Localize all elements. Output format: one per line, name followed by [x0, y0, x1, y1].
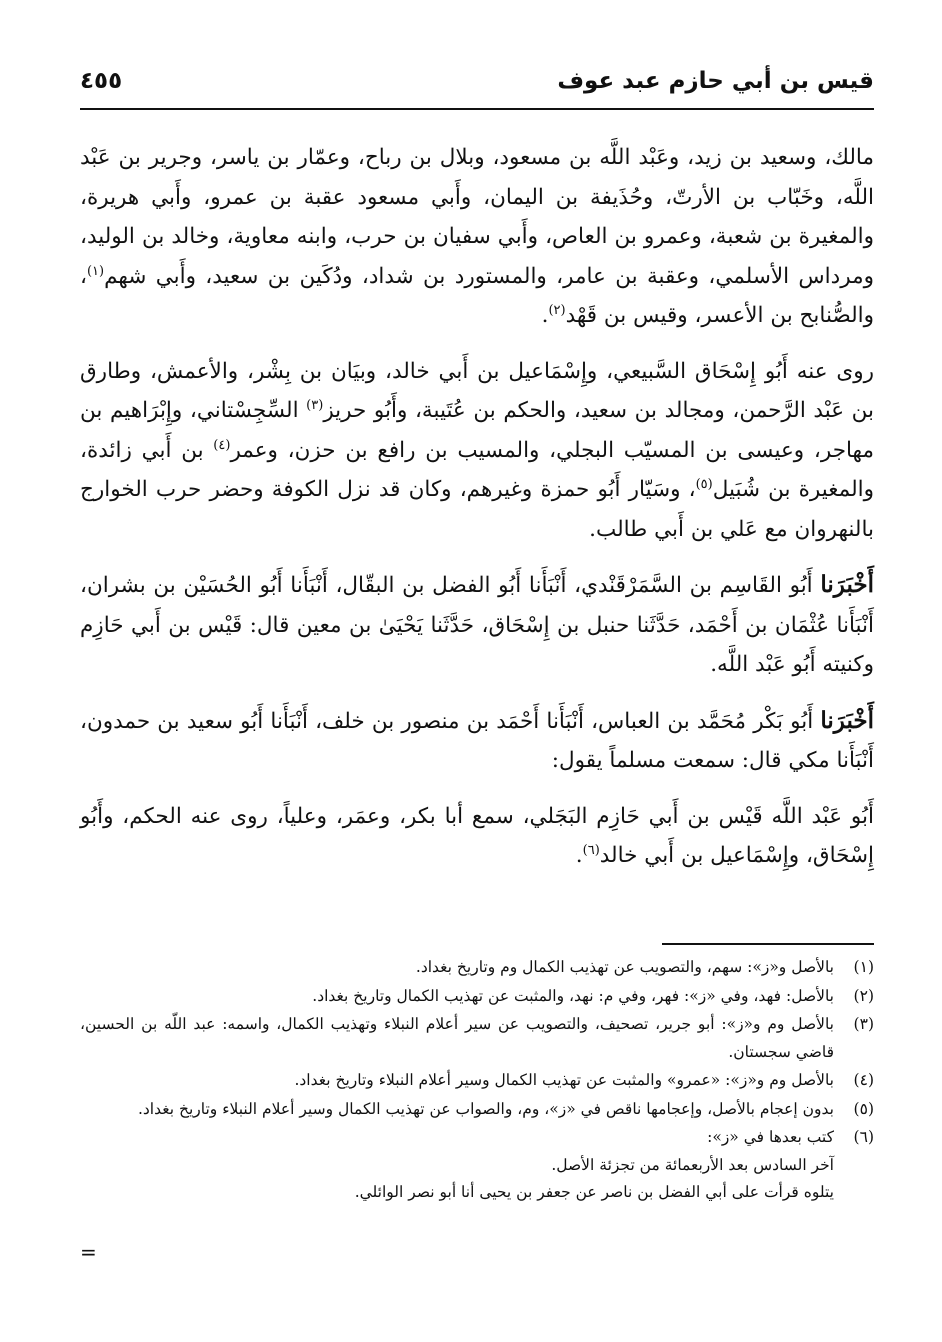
- paragraph-text: السِّجِسْتاني، وإِبْرَاهيم بن مهاجر، وعيسى بن المسيّب البجلي، والمسيب بن رافع بن حزن، وعمر: [80, 398, 874, 463]
- footnote-rule: [662, 943, 874, 945]
- footnote: [80, 1096, 874, 1124]
- footnote-number: (٢): [853, 986, 874, 1005]
- page-header: [80, 62, 874, 106]
- paragraph: [80, 565, 874, 685]
- main-text: [80, 138, 874, 892]
- paragraph-text: أَبُو القَاسِم بن السَّمَرْقَنْدي، أَنْبَأَنا أَبُو الفضل بن البقّال، أَنْبَأَنا أَبُو الحُسَيْن بن بشران، أَنْبَأَنا عُثْمَان بن أَحْمَد، حَدَّثَنا حنبل بن إِسْحَاق، حَدَّثَنا يَحْيَىٰ بن معين قال: قَيْس بن أَبي حَازِم وكنيته أَبُو عَبْد اللَّه.: [80, 573, 874, 677]
- footnote-number: (٣): [853, 1015, 874, 1033]
- footnote: [80, 1011, 874, 1066]
- footnote-text: [80, 1067, 834, 1095]
- running-title: قيس بن أبي حازم عبد عوف: [557, 68, 874, 94]
- paragraph-text: روى عنه أَبُو إِسْحَاق السَّبيعي، وإِسْمَاعيل بن أَبي خالد، وبيَان بن بِشْر، والأعمش، وطارق بن عَبْد الرَّحمن، ومجالد بن سعيد، والحكم بن عُتَيبة، وأَبُو حريز: [80, 358, 875, 423]
- footnote-line: بالأصل و«ز»: سهم، والتصويب عن تهذيب الكمال وم وتاريخ بغداد.: [415, 958, 834, 976]
- paragraph-text: مالك، وسعيد بن زيد، وعَبْد اللَّه بن مسعود، وبلال بن رباح، وعمّار بن ياسر، وجرير بن عَبْد اللَّه، وخَبّاب بن الأرتّ، وحُذَيفة بن اليمان، وأَبي مسعود عقبة بن عمرو، وأَبي هريرة، والمغيرة بن شعبة، وعمرو بن العاص، وأَبي سفيان بن حرب، وابنه معاوية، وخالد بن الوليد، ومرداس الأسلمي، وعقبة بن عامر، والمستورد بن شداد، ودُكَين بن سعيد، وأَبي شهم: [80, 145, 874, 289]
- footnote: [80, 983, 874, 1011]
- footnote: [80, 954, 874, 982]
- paragraph-text: بن أَبي زائدة، والمغيرة بن شُبَيل: [80, 437, 874, 502]
- paragraph-text: .: [575, 843, 583, 868]
- footnote-line: بالأصل وم و«ز»: أبو جرير، تصحيف، والتصويب عن سير أعلام النبلاء وتهذيب الكمال، واسمه: عبد اللّه بن الحسين، قاضي سجستان.: [80, 1015, 834, 1061]
- footnote-number: (٦): [853, 1128, 874, 1146]
- footnote-line: آخر السادس بعد الأربعمائة من تجزئة الأصل.: [551, 1155, 834, 1174]
- paragraph-text: أَبُو عَبْد اللَّه قَيْس بن أَبي حَازِم البَجَلي، سمع أبا بكر، وعمَر، وعلياً، روى عنه الحكم، وأَبُو إِسْحَاق، وإِسْمَاعيل بن أَبي خالد: [80, 803, 874, 868]
- footnote-text: [80, 954, 834, 982]
- footnote-ref: (١): [86, 263, 105, 279]
- paragraph-text: ، والصُّنابح بن الأعسر، وقيس بن قَهْد: [80, 263, 874, 328]
- paragraph-text: أَبُو بَكْر مُحَمَّد بن العباس، أَنْبَأَنا أَحْمَد بن منصور بن خلف، أَنْبَأَنا أَبُو سعيد بن حمدون، أَنْبَأَنا مكي قال: سمعت مسلماً يقول:: [80, 708, 874, 773]
- footnote-number: (٥): [853, 1099, 874, 1118]
- paragraph: [80, 138, 874, 336]
- footnote-text: [80, 1096, 834, 1124]
- footnote-text: [80, 983, 834, 1011]
- isnad-lead: أَخْبَرَنا: [820, 706, 874, 734]
- footnotes: [80, 954, 874, 1208]
- paragraph-text: ، وسَيّار أَبُو حمزة وغيرهم، وكان قد نزل الكوفة وحضر حرب الخوارج بالنهروان مع عَلي بن أَبي طالب.: [80, 477, 874, 542]
- footnote-line: بدون إعجام بالأصل، وإعجامها ناقص في «ز»، وم، والصواب عن تهذيب الكمال وسير أعلام النبلاء وتاريخ بغداد.: [137, 1099, 834, 1118]
- footnote-text: [80, 1011, 834, 1066]
- paragraph-text: .: [541, 303, 549, 328]
- footnote-ref: (٥): [695, 476, 713, 492]
- footnote-ref: (٤): [213, 437, 231, 453]
- footnote: [80, 1067, 874, 1095]
- footnote-ref: (٢): [548, 302, 566, 318]
- footnote: [80, 1124, 874, 1207]
- paragraph: [80, 352, 874, 550]
- margin-mark: =: [80, 1240, 97, 1264]
- page-number: ٤٥٥: [80, 68, 123, 94]
- paragraph: [80, 701, 874, 781]
- isnad-lead: أَخْبَرَنا: [820, 571, 874, 598]
- header-rule: [80, 108, 874, 110]
- footnote-line: بالأصل وم و«ز»: «عمرو» والمثبت عن تهذيب الكمال وسير أعلام النبلاء وتاريخ بغداد.: [294, 1071, 834, 1089]
- footnote-ref: (٣): [306, 397, 324, 413]
- footnote-line: يتلوه قرأت على أبي الفضل بن ناصر عن جعفر بن يحيى أنا أبو نصر الوائلي.: [354, 1183, 834, 1201]
- paragraph: [80, 797, 874, 876]
- footnote-number: (٤): [853, 1071, 874, 1089]
- footnote-ref: (٦): [582, 842, 600, 858]
- footnote-text: [80, 1124, 834, 1207]
- footnote-line: كتب بعدها في «ز»:: [707, 1128, 834, 1146]
- footnote-number: (١): [853, 958, 874, 976]
- footnote-line: بالأصل: فهد، وفي «ز»: فهر، وفي م: نهد، والمثبت عن تهذيب الكمال وتاريخ بغداد.: [312, 986, 834, 1005]
